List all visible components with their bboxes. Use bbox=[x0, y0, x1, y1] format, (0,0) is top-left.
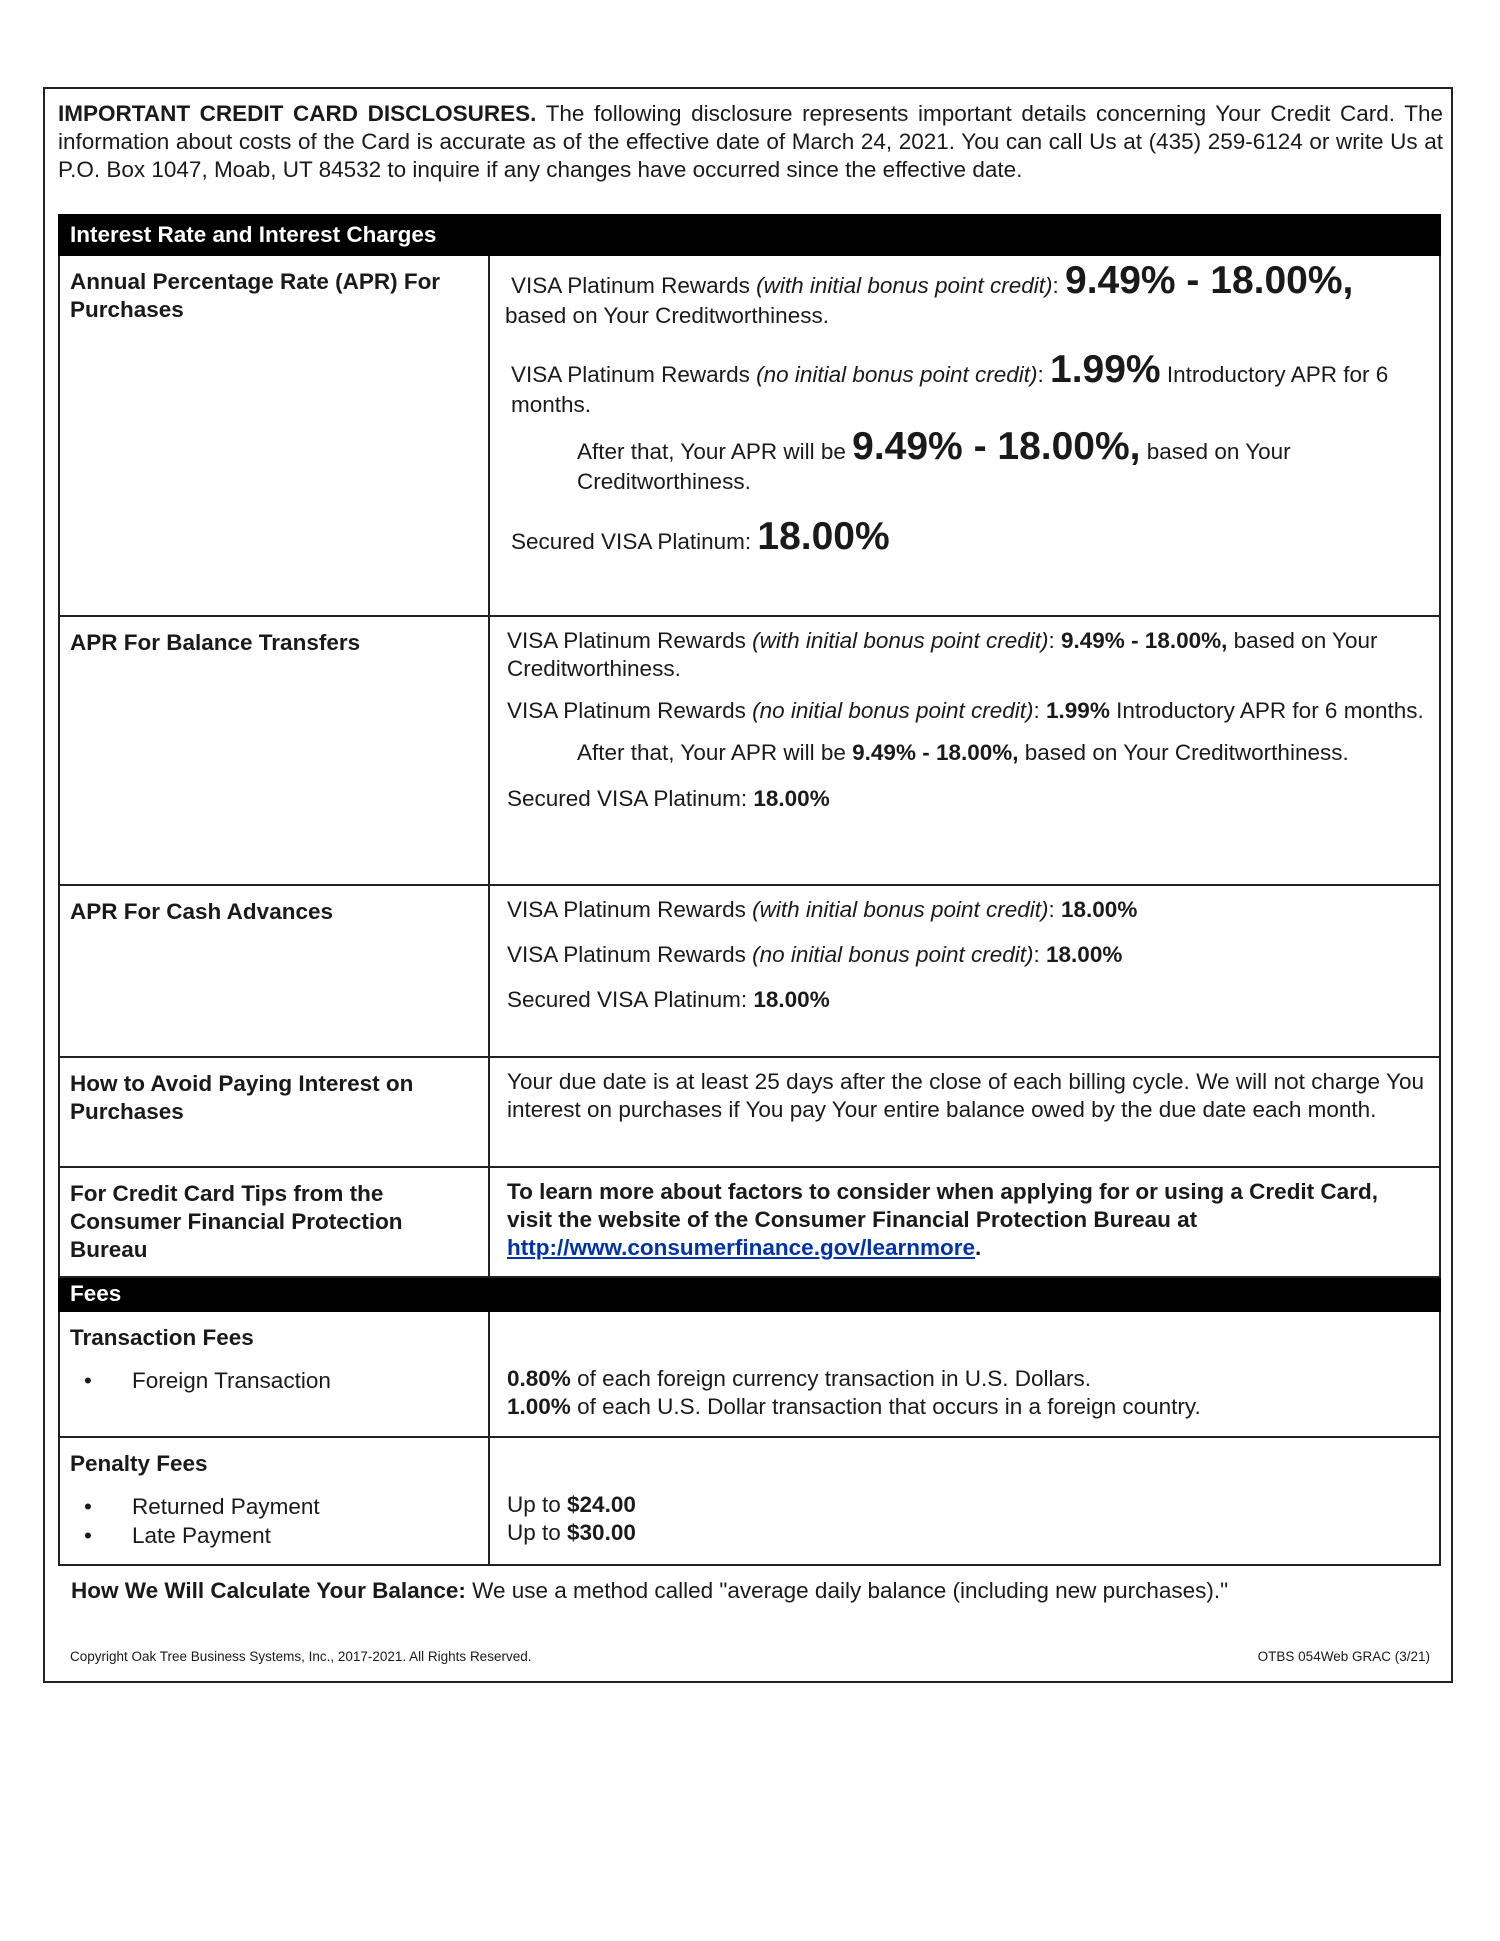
card-name: Secured VISA Platinum: bbox=[507, 987, 754, 1012]
card-name: VISA Platinum Rewards bbox=[511, 273, 757, 298]
rate-note: based on Your Creditworthiness. bbox=[577, 439, 1291, 494]
rate-note: Introductory APR for 6 months. bbox=[511, 362, 1389, 417]
apr-value: 9.49% - 18.00%, bbox=[1061, 628, 1228, 653]
rate-line bbox=[505, 259, 1424, 331]
row-label bbox=[59, 1311, 489, 1437]
section-header-fees bbox=[59, 1277, 1440, 1311]
cfpb-text: To learn more about factors to consider when applying for or using a Credit Card, visit the website of the Consumer Financial Protection Bureau at bbox=[507, 1179, 1378, 1232]
row-value bbox=[489, 1311, 1440, 1437]
apr-value: 18.00% bbox=[757, 515, 890, 558]
card-note: (with initial bonus point credit) bbox=[752, 628, 1049, 653]
rate-line bbox=[507, 986, 1424, 1014]
apr-value: 18.00% bbox=[1061, 897, 1138, 922]
form-id: OTBS 054Web GRAC (3/21) bbox=[1257, 1649, 1430, 1664]
fee-amount: $24.00 bbox=[567, 1492, 636, 1517]
card-note: (no initial bonus point credit) bbox=[752, 698, 1034, 723]
card-note: (no initial bonus point credit) bbox=[752, 942, 1034, 967]
balance-label: How We Will Calculate Your Balance: bbox=[71, 1578, 466, 1603]
card-name: VISA Platinum Rewards bbox=[507, 628, 753, 653]
rate-line bbox=[507, 941, 1424, 969]
apr-value: 1.99% bbox=[1046, 698, 1110, 723]
intro-heading: IMPORTANT CREDIT CARD DISCLOSURES. bbox=[58, 101, 537, 126]
list-item bbox=[70, 1366, 478, 1395]
intro-text: The following disclosure represents important details concerning Your Credit Card. The information about costs of the Card is accurate as of the effective date of March 24, 2021. You can call Us at (435) 259-6124 or write Us at P.O. Box 1047, Moab, UT 84532 to inquire if any changes have occurred since the effective date. bbox=[58, 101, 1443, 182]
fee-desc: Up to bbox=[507, 1520, 568, 1545]
fee-desc: of each U.S. Dollar transaction that occurs in a foreign country. bbox=[570, 1394, 1201, 1419]
row-label: How to Avoid Paying Interest on Purchases bbox=[59, 1057, 489, 1167]
rate-line bbox=[507, 785, 1424, 813]
fee-line bbox=[507, 1491, 1424, 1519]
apr-value: 9.49% - 18.00%, bbox=[852, 740, 1019, 765]
table-row-transaction-fees bbox=[59, 1311, 1440, 1437]
list-item bbox=[70, 1521, 478, 1550]
apr-value: 1.99% bbox=[1050, 348, 1161, 391]
card-note: (no initial bonus point credit) bbox=[756, 362, 1038, 387]
fee-amount: $30.00 bbox=[567, 1520, 636, 1545]
separator: : bbox=[1052, 273, 1066, 298]
fee-desc: of each foreign currency transaction in U.S. Dollars. bbox=[570, 1366, 1092, 1391]
apr-value: 9.49% - 18.00%, bbox=[852, 425, 1141, 468]
table-row-cash-advances bbox=[59, 885, 1440, 1057]
row-value bbox=[489, 1167, 1440, 1277]
row-value bbox=[489, 885, 1440, 1057]
table-row-purchases bbox=[59, 255, 1440, 616]
table-row-avoid-interest bbox=[59, 1057, 1440, 1167]
section-title: Fees bbox=[59, 1277, 1440, 1311]
disclosure-table bbox=[58, 214, 1441, 1566]
rate-note: based on Your Creditworthiness. bbox=[507, 628, 1378, 681]
fee-name: Foreign Transaction bbox=[132, 1368, 331, 1393]
card-name: VISA Platinum Rewards bbox=[511, 362, 757, 387]
rate-note: After that, Your APR will be bbox=[577, 740, 853, 765]
bullet-icon: • bbox=[84, 1523, 92, 1548]
list-item bbox=[70, 1492, 478, 1521]
row-label: APR For Cash Advances bbox=[59, 885, 489, 1057]
copyright-text: Copyright Oak Tree Business Systems, Inc., 2017-2021. All Rights Reserved. bbox=[70, 1649, 532, 1664]
row-value bbox=[489, 255, 1440, 616]
rate-note: After that, Your APR will be bbox=[577, 439, 853, 464]
card-note: (with initial bonus point credit) bbox=[756, 273, 1053, 298]
apr-value: 18.00% bbox=[1046, 942, 1123, 967]
apr-value: 18.00% bbox=[753, 786, 830, 811]
fee-desc: Up to bbox=[507, 1492, 568, 1517]
separator: : bbox=[1033, 698, 1047, 723]
section-title: Interest Rate and Interest Charges bbox=[59, 215, 1440, 255]
row-value bbox=[489, 616, 1440, 885]
table-row-penalty-fees bbox=[59, 1437, 1440, 1565]
rate-line bbox=[507, 739, 1424, 767]
row-value bbox=[489, 1437, 1440, 1565]
bullet-icon: • bbox=[84, 1368, 92, 1393]
rate-note: Introductory APR for 6 months. bbox=[1109, 698, 1424, 723]
apr-value: 18.00% bbox=[753, 987, 830, 1012]
row-label: APR For Balance Transfers bbox=[59, 616, 489, 885]
rate-line bbox=[507, 425, 1424, 497]
rate-note: based on Your Creditworthiness. bbox=[505, 303, 829, 328]
fee-category: Penalty Fees bbox=[70, 1451, 208, 1476]
section-header-interest bbox=[59, 215, 1440, 255]
card-name: VISA Platinum Rewards bbox=[507, 698, 753, 723]
balance-text: We use a method called "average daily balance (including new purchases)." bbox=[465, 1578, 1229, 1603]
table-row-balance-transfers bbox=[59, 616, 1440, 885]
rate-note: based on Your Creditworthiness. bbox=[1018, 740, 1349, 765]
apr-value: 9.49% - 18.00%, bbox=[1065, 259, 1354, 302]
row-label: Annual Percentage Rate (APR) For Purchases bbox=[59, 255, 489, 616]
fee-line bbox=[507, 1365, 1424, 1393]
card-name: VISA Platinum Rewards bbox=[507, 897, 753, 922]
rate-line bbox=[507, 896, 1424, 924]
fee-line bbox=[507, 1519, 1424, 1547]
cfpb-link[interactable]: http://www.consumerfinance.gov/learnmore bbox=[507, 1235, 975, 1260]
bullet-icon: • bbox=[84, 1494, 92, 1519]
row-value: Your due date is at least 25 days after the close of each billing cycle. We will not charge You interest on purchases if You pay Your entire balance owed by the due date each month. bbox=[489, 1057, 1440, 1167]
rate-line bbox=[507, 697, 1424, 725]
separator: : bbox=[1048, 628, 1062, 653]
period: . bbox=[975, 1235, 982, 1260]
row-label bbox=[59, 1437, 489, 1565]
card-name: Secured VISA Platinum: bbox=[507, 786, 754, 811]
intro-paragraph bbox=[58, 100, 1443, 184]
card-name: VISA Platinum Rewards bbox=[507, 942, 753, 967]
row-label: For Credit Card Tips from the Consumer Financial Protection Bureau bbox=[59, 1167, 489, 1277]
fee-rate: 1.00% bbox=[507, 1394, 571, 1419]
fee-rate: 0.80% bbox=[507, 1366, 571, 1391]
separator: : bbox=[1033, 942, 1047, 967]
balance-calculation bbox=[71, 1578, 1228, 1604]
table-row-cfpb bbox=[59, 1167, 1440, 1277]
rate-line bbox=[507, 515, 1424, 558]
card-note: (with initial bonus point credit) bbox=[752, 897, 1049, 922]
rate-line bbox=[507, 627, 1424, 683]
rate-line bbox=[507, 348, 1424, 420]
card-name: Secured VISA Platinum: bbox=[511, 529, 758, 554]
separator: : bbox=[1048, 897, 1062, 922]
separator: : bbox=[1037, 362, 1051, 387]
fee-name: Late Payment bbox=[132, 1523, 271, 1548]
fee-name: Returned Payment bbox=[132, 1494, 320, 1519]
fee-line bbox=[507, 1393, 1424, 1421]
fee-category: Transaction Fees bbox=[70, 1325, 254, 1350]
